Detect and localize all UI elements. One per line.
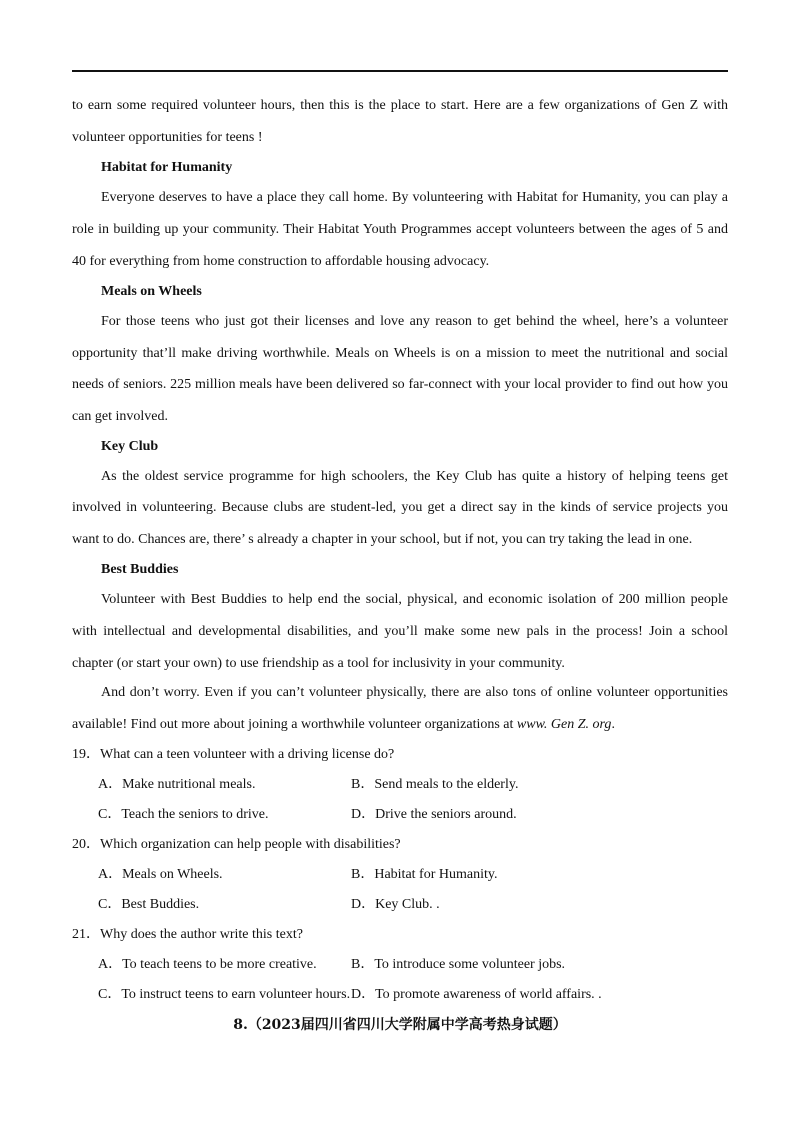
passage-line: And don’t worry. Even if you can’t volunteer physically, there are also tons of online volunteer opportunities <box>101 685 728 700</box>
question-stem: 19．What can a teen volunteer with a driving license do? <box>72 747 395 762</box>
option-c[interactable]: C．Teach the seniors to drive. <box>98 807 269 822</box>
passage-line: Everyone deserves to have a place they call home. By volunteering with Habitat for Humanity, you can play a <box>101 190 728 205</box>
website-url: www. Gen Z. org <box>516 717 612 732</box>
passage-text: . <box>611 717 615 732</box>
section-heading-habitat: Habitat for Humanity <box>101 160 233 175</box>
passage-line: to earn some required volunteer hours, then this is the place to start. Here are a few organizations of Gen Z with <box>72 98 728 113</box>
passage-line: want to do. Chances are, there’ s already a chapter in your school, but if not, you can try taking the lead in one. <box>72 532 693 547</box>
section-heading-keyclub: Key Club <box>101 439 159 454</box>
passage-line: Volunteer with Best Buddies to help end the social, physical, and economic isolation of 200 million people <box>101 592 728 607</box>
passage-line: role in building up your community. Their Habitat Youth Programmes accept volunteers between the ages of 5 and <box>72 222 728 237</box>
passage-line: volunteer opportunities for teens ! <box>72 130 263 145</box>
passage-line: For those teens who just got their licenses and love any reason to get behind the wheel, here’s a volunteer <box>101 314 728 329</box>
option-b[interactable]: B．To introduce some volunteer jobs. <box>351 957 566 972</box>
passage-line <box>72 716 728 734</box>
passage-line: 40 for everything from home construction to affordable housing advocacy. <box>72 254 490 269</box>
option-d[interactable]: D．To promote awareness of world affairs. . <box>351 987 602 1002</box>
passage-line: As the oldest service programme for high schoolers, the Key Club has quite a history of helping teens get <box>101 469 728 484</box>
passage-line: opportunity that’ll make driving worthwhile. Meals on Wheels is on a mission to meet the nutritional and social <box>72 346 728 361</box>
option-a[interactable]: A．Meals on Wheels. <box>98 867 223 882</box>
next-item-heading: 8.（2023届四川省四川大学附属中学高考热身试题） <box>233 1017 567 1033</box>
option-b[interactable]: B．Send meals to the elderly. <box>351 777 519 792</box>
option-d[interactable]: D．Key Club. . <box>351 897 440 912</box>
question-stem: 20．Which organization can help people with disabilities? <box>72 837 401 852</box>
option-c[interactable]: C．To instruct teens to earn volunteer hours. <box>98 987 351 1002</box>
passage-line: needs of seniors. 225 million meals have been delivered so far-connect with your local provider to find out how you <box>72 377 728 392</box>
header-rule <box>72 70 728 72</box>
option-a[interactable]: A．Make nutritional meals. <box>98 777 256 792</box>
option-b[interactable]: B．Habitat for Humanity. <box>351 867 498 882</box>
passage-text: available! Find out more about joining a worthwhile volunteer organizations at <box>72 717 517 732</box>
option-d[interactable]: D．Drive the seniors around. <box>351 807 517 822</box>
question-stem: 21．Why does the author write this text? <box>72 927 303 942</box>
passage-line: with intellectual and developmental disabilities, and you’ll make some new pals in the process! Join a school <box>72 624 728 639</box>
section-heading-meals: Meals on Wheels <box>101 284 202 299</box>
passage-line: involved in volunteering. Because clubs are student-led, you get a direct say in the kinds of service projects you <box>72 500 728 515</box>
passage-line: can get involved. <box>72 409 169 424</box>
option-a[interactable]: A．To teach teens to be more creative. <box>98 957 317 972</box>
option-c[interactable]: C．Best Buddies. <box>98 897 200 912</box>
section-heading-bestbuddies: Best Buddies <box>101 562 179 577</box>
passage-line: chapter (or start your own) to use friendship as a tool for inclusivity in your community. <box>72 656 565 671</box>
